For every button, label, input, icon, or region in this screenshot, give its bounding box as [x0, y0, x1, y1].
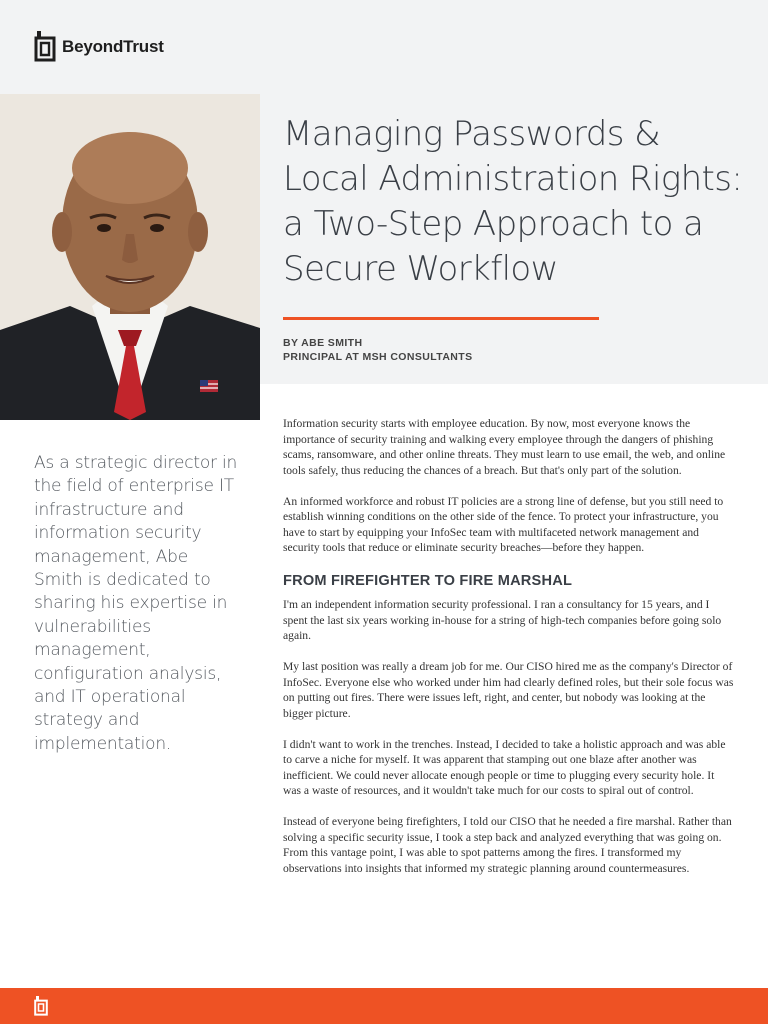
- section-heading: FROM FIREFIGHTER TO FIRE MARSHAL: [283, 572, 573, 589]
- body-paragraph: Instead of everyone being firefighters, I told our CISO that he needed a fire marshal. Rather than solving a specific security issue, I took a step back and analyzed everything that was going on. From this vantage point, I was able to spot patterns among the fires. I transformed my observations into insights that informed my strategic planning around countermeasures.: [283, 815, 732, 875]
- author-photo: [0, 94, 260, 420]
- author-bio-pullquote: As a strategic director in the field of enterprise IT infrastructure and information security management, Abe Smith is dedicated to sharing his expertise in vulnerabilities management, configuration analysis, and IT operational strategy and implementation.: [34, 453, 238, 754]
- byline: [283, 336, 473, 364]
- title-line: Local Administration Rights:: [283, 159, 743, 199]
- brand-logo[interactable]: [34, 31, 164, 63]
- title-line: a Two-Step Approach to a: [283, 204, 704, 244]
- title-line: Secure Workflow: [283, 249, 558, 289]
- beyondtrust-logo-icon: [34, 31, 56, 63]
- body-paragraph: I'm an independent information security professional. I ran a consultancy for 15 years, and I spent the last six years working in-house for a string of high-tech companies before going solo again.: [283, 598, 722, 642]
- body-paragraph: An informed workforce and robust IT policies are a strong line of defense, but you still need to establish winning conditions on the other side of the fence. To protect your infrastructure, you have to start by equipping your InfoSec team with multifaceted network management and security tools that reduce or eliminate security breaches—before they happen.: [283, 494, 724, 554]
- brand-name: BeyondTrust: [62, 37, 164, 56]
- title-divider: [283, 317, 599, 320]
- beyondtrust-logo-icon: [34, 996, 48, 1016]
- author-role: PRINCIPAL AT MSH CONSULTANTS: [283, 351, 473, 363]
- author-name: BY ABE SMITH: [283, 337, 363, 349]
- body-paragraph: I didn't want to work in the trenches. Instead, I decided to take a holistic approach and was able to carve a niche for myself. It was apparent that stamping out one blaze after another was inefficient. We could never allocate enough people or time to plugging every security hole. It was a waste of resources, and it wouldn't take much for our costs to spiral out of control.: [283, 737, 726, 797]
- title-line: Managing Passwords &: [283, 114, 661, 154]
- author-portrait-image: [0, 94, 260, 420]
- footer-bar: [0, 988, 768, 1024]
- article-title: [283, 112, 753, 292]
- body-paragraph: Information security starts with employee education. By now, most everyone knows the importance of security training and walking every employee through the dangers of phishing scams, ransomware, and other online threats. They must learn to use email, the web, and online tools safely, thus reducing the chances of a breach. But that's only part of the solution.: [283, 417, 726, 477]
- body-paragraph: My last position was really a dream job for me. Our CISO hired me as the company's Director of InfoSec. Everyone else who worked under him had clearly defined roles, but their sole focus was on putting out fires. There were issues left, right, and center, but nobody was looking at the bigger picture.: [283, 660, 734, 720]
- article-body: [283, 416, 735, 892]
